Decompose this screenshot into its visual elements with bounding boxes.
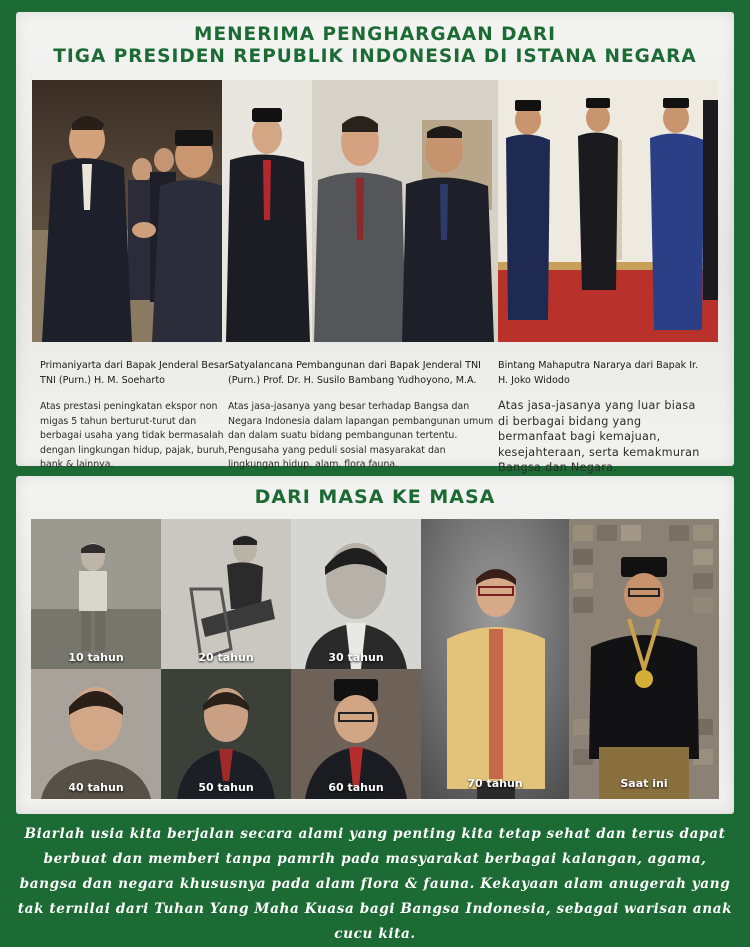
age-label-20: 20 tahun (198, 651, 254, 664)
portrait-30-years (291, 519, 421, 669)
closing-quote: Biarlah usia kita berjalan secara alami yang penting kita tetap sehat dan terus dapat berbuat dan memberi tanpa pamrih pada masyarakat berbagai kalangan, agama, bangsa dan negara khususnya pada alam flora & fauna. Kekayaan alam anugerah yang tak ternilai dari Tuhan Yang Maha Kuasa bagi Bangsa Indonesia, sebagai warisan anak cucu kita. (17, 826, 733, 942)
age-label-30: 30 tahun (328, 651, 384, 664)
age-label-70: 70 tahun (467, 777, 523, 790)
awards-title-line-2: TIGA PRESIDEN REPUBLIK INDONESIA DI ISTANA NEGARA (53, 46, 697, 67)
age-label-40: 40 tahun (68, 781, 124, 794)
age-label-50: 50 tahun (198, 781, 254, 794)
portrait-10-years (31, 519, 161, 669)
award-photo-sby (222, 80, 500, 342)
portrait-20-years (161, 519, 291, 669)
award-3-heading: Bintang Mahaputra Nararya dari Bapak Ir. H. Joko Widodo (498, 360, 699, 386)
portrait-60-years (291, 669, 421, 799)
award-photo-jokowi (498, 80, 718, 342)
age-label-10: 10 tahun (68, 651, 124, 664)
award-1-heading: Primaniyarta dari Bapak Jenderal Besar TNI (Purn.) H. M. Soeharto (40, 360, 229, 386)
timeline-title: DARI MASA KE MASA (254, 486, 496, 508)
age-label-60: 60 tahun (328, 781, 384, 794)
awards-panel (16, 12, 734, 474)
timeline-panel (16, 476, 734, 814)
portrait-saat-ini (569, 519, 719, 799)
awards-title-line-1: MENERIMA PENGHARGAAN DARI (194, 24, 556, 45)
award-2-description: Atas jasa-jasanya yang besar terhadap Bangsa dan Negara Indonesia dalam lapangan pembangunan umum dan dalam suatu bidang pembangunan tertentu. Pengusaha yang peduli sosial masyarakat dan lingkungan hidup, alam, flora fauna. (228, 401, 494, 470)
portrait-70-years (421, 519, 569, 799)
award-1-description: Atas prestasi peningkatan ekspor non migas 5 tahun berturut-turut dan berbagai usaha yang tidak bermasalah dengan lingkungan hidup, pajak, buruh, bank & lainnya. (40, 401, 228, 470)
portrait-40-years (31, 669, 161, 799)
award-2-heading: Satyalancana Pembangunan dari Bapak Jenderal TNI (Purn.) Prof. Dr. H. Susilo Bambang Yudhoyono, M.A. (228, 360, 481, 386)
award-3-description: Atas jasa-jasanya yang luar biasa di berbagai bidang yang bermanfaat bagi kemajuan, kesejahteraan, serta kemakmuran Bangsa dan Negara. (498, 399, 700, 474)
age-label-saat-ini: Saat ini (620, 777, 668, 790)
award-photo-soeharto (32, 80, 239, 342)
portrait-50-years (161, 669, 291, 799)
